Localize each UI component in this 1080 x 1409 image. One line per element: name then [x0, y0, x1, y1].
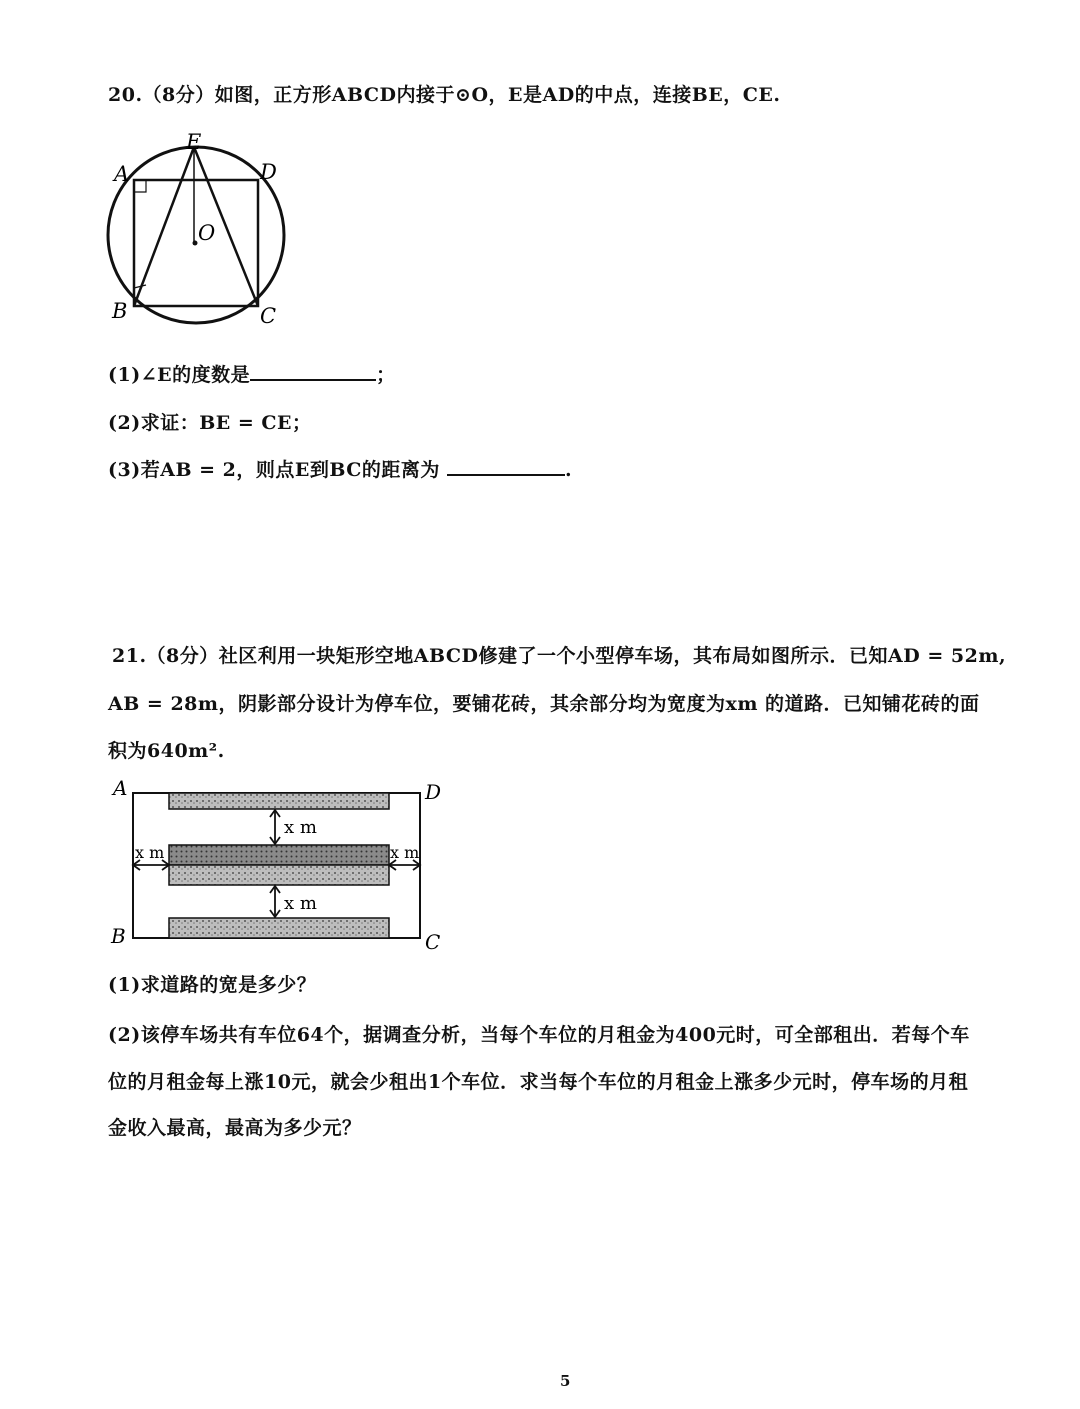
road-label-left: x m [135, 843, 165, 862]
parking-strip-middle-lower [169, 865, 389, 885]
label-b: B [112, 299, 128, 323]
page-number: 5 [560, 1372, 571, 1390]
label-d: D [425, 780, 442, 804]
q21-part1: (1)求道路的宽是多少？ [108, 974, 317, 996]
answer-blank-3[interactable] [447, 473, 565, 476]
q21-line1: 21.（8分）社区利用一块矩形空地ABCD修建了一个小型停车场，其布局如图所示．已知AD = 52m, [112, 645, 1007, 667]
parking-strip-bottom [169, 918, 389, 938]
q20-part2: (2)求证：BE = CE； [108, 412, 312, 434]
q20-part1 [108, 360, 396, 387]
label-e: E [186, 130, 202, 154]
center-point [193, 241, 198, 246]
q20-part3 [108, 455, 572, 482]
label-c: C [260, 304, 277, 328]
right-angle-mark-a [134, 180, 146, 192]
q21-line3: 积为640m². [108, 740, 225, 762]
segment-be [134, 147, 194, 306]
road-label-top: x m [284, 817, 317, 838]
q21-figure [105, 775, 455, 955]
road-label-bottom: x m [284, 893, 317, 914]
q20-part3-text: (3)若AB = 2，则点E到BC的距离为 [108, 459, 440, 481]
label-d: D [260, 160, 277, 184]
q20-figure [100, 125, 315, 335]
parking-strip-middle-upper [169, 845, 389, 865]
q20-part1-text: (1)∠E的度数是 [108, 364, 251, 386]
label-c: C [425, 930, 441, 954]
label-a: A [114, 162, 130, 186]
q21-part2-line1: (2)该停车场共有车位64个，据调查分析，当每个车位的月租金为400元时，可全部租出．若每个车 [108, 1024, 970, 1046]
label-a: A [113, 776, 128, 800]
q21-line2: AB = 28m，阴影部分设计为停车位，要铺花砖，其余部分均为宽度为xm 的道路．已知铺花砖的面 [108, 693, 980, 715]
label-o: O [198, 221, 216, 245]
q20-header: 20.（8分）如图，正方形ABCD内接于⊙O，E是AD的中点，连接BE，CE. [108, 84, 781, 106]
q21-part2-line2: 位的月租金每上涨10元，就会少租出1个车位．求当每个车位的月租金上涨多少元时，停车场的月租 [108, 1071, 969, 1093]
q20-part3-suffix: . [565, 459, 573, 481]
q21-part2-line3: 金收入最高，最高为多少元？ [108, 1117, 362, 1139]
q20-part1-suffix: ； [376, 364, 396, 386]
road-label-right: x m [390, 843, 420, 862]
answer-blank-1[interactable] [250, 378, 376, 381]
parking-strip-top [169, 793, 389, 809]
label-b: B [111, 924, 126, 948]
